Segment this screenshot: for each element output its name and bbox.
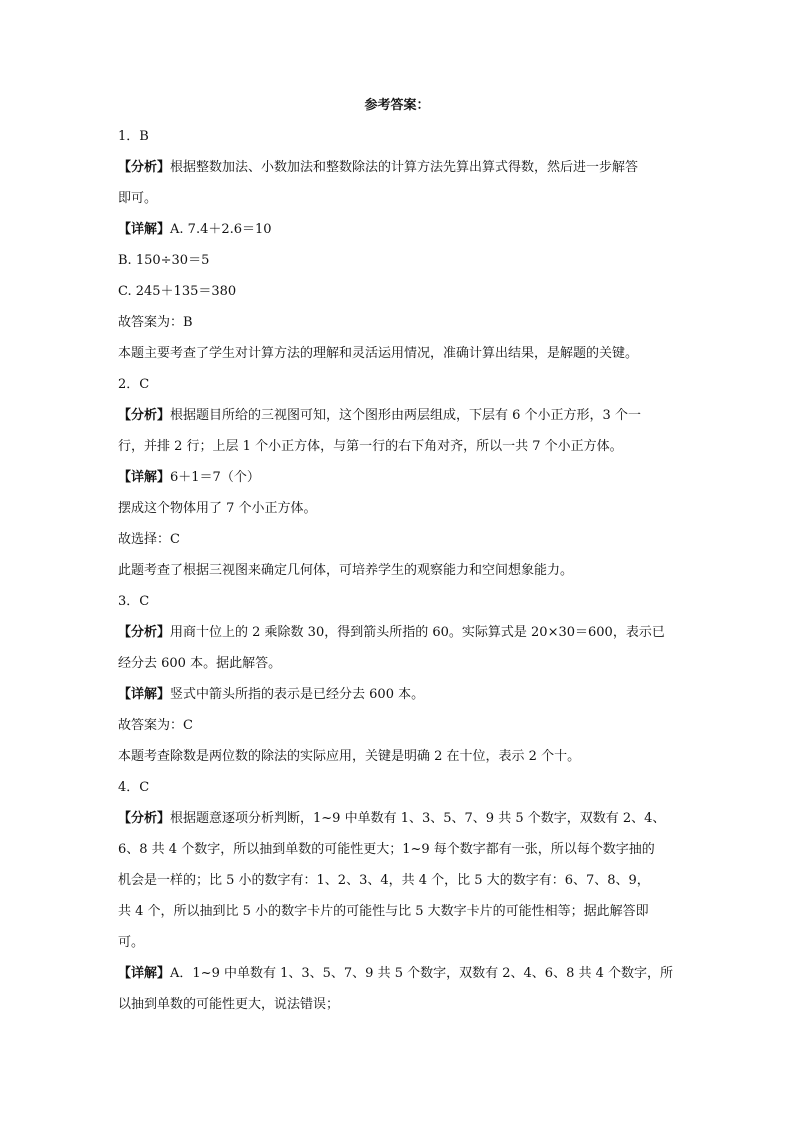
q1-answer: 故答案为：B [118,315,193,330]
q4-analysis-line5: 可。 [118,935,145,950]
q1-analysis-line2: 即可。 [118,191,158,206]
q2-detail-line2: 摆成这个物体用了 7 个小正方体。 [118,501,317,516]
q3-analysis-line1: 【分析】用商十位上的 2 乘除数 30，得到箭头所指的 60。实际算式是 20×30＝600，表示已 [118,625,665,640]
q1-analysis-line1: 【分析】根据整数加法、小数加法和整数除法的计算方法先算出算式得数，然后进一步解答 [118,160,639,175]
q4-detail-line2: 以抽到单数的可能性更大，说法错误； [118,997,340,1012]
q4-number: 4．C [118,780,150,795]
section-tag: 【详解】 [118,687,171,702]
q2-detail: 【详解】6＋1＝7（个） [118,470,260,485]
q4-detail-line1: 【详解】A．1~9 中单数有 1、3、5、7、9 共 5 个数字，双数有 2、4、6、8 共 4 个数字，所 [118,966,674,981]
q2-comment: 此题考查了根据三视图来确定几何体，可培养学生的观察能力和空间想象能力。 [118,563,574,578]
section-tag: 【详解】 [118,966,171,981]
q2-analysis-line1: 【分析】根据题目所给的三视图可知，这个图形由两层组成，下层有 6 个小正方形，3 个一 [118,408,641,423]
q1-detail-a: 【详解】A. 7.4＋2.6＝10 [118,222,272,237]
q3-number: 3．C [118,594,150,609]
q1-comment: 本题主要考查了学生对计算方法的理解和灵活运用情况，准确计算出结果，是解题的关键。 [118,346,639,361]
q4-analysis-line2: 6、8 共 4 个数字，所以抽到单数的可能性更大；1~9 每个数字都有一张，所以每个数字抽的 [118,842,655,857]
q1-detail-b: B. 150÷30＝5 [118,253,210,268]
section-tag: 【分析】 [118,160,171,175]
page-title: 参考答案： [364,98,430,113]
q3-comment: 本题考查除数是两位数的除法的实际应用，关键是明确 2 在十位，表示 2 个十。 [118,749,581,764]
q4-analysis-line1: 【分析】根据题意逐项分析判断，1~9 中单数有 1、3、5、7、9 共 5 个数字，双数有 2、4、 [118,811,666,826]
q4-analysis-line3: 机会是一样的；比 5 小的数字有：1、2、3、4，共 4 个，比 5 大的数字有：6、7、8、9， [118,873,650,888]
q1-number: 1．B [118,129,149,144]
q2-answer: 故选择：C [118,532,180,547]
section-tag: 【分析】 [118,811,171,826]
section-tag: 【详解】 [118,470,171,485]
q3-answer: 故答案为：C [118,718,193,733]
q2-number: 2．C [118,377,150,392]
section-tag: 【详解】 [118,222,171,237]
section-tag: 【分析】 [118,625,171,640]
section-tag: 【分析】 [118,408,171,423]
q1-detail-c: C. 245＋135＝380 [118,284,237,299]
q3-analysis-line2: 经分去 600 本。据此解答。 [118,656,282,671]
q3-detail: 【详解】竖式中箭头所指的表示是已经分去 600 本。 [118,687,425,702]
q2-analysis-line2: 行，并排 2 行；上层 1 个小正方体，与第一行的右下角对齐，所以一共 7 个小正方体。 [118,439,623,454]
q4-analysis-line4: 共 4 个，所以抽到比 5 小的数字卡片的可能性与比 5 大数字卡片的可能性相等；据此解答即 [118,904,649,919]
